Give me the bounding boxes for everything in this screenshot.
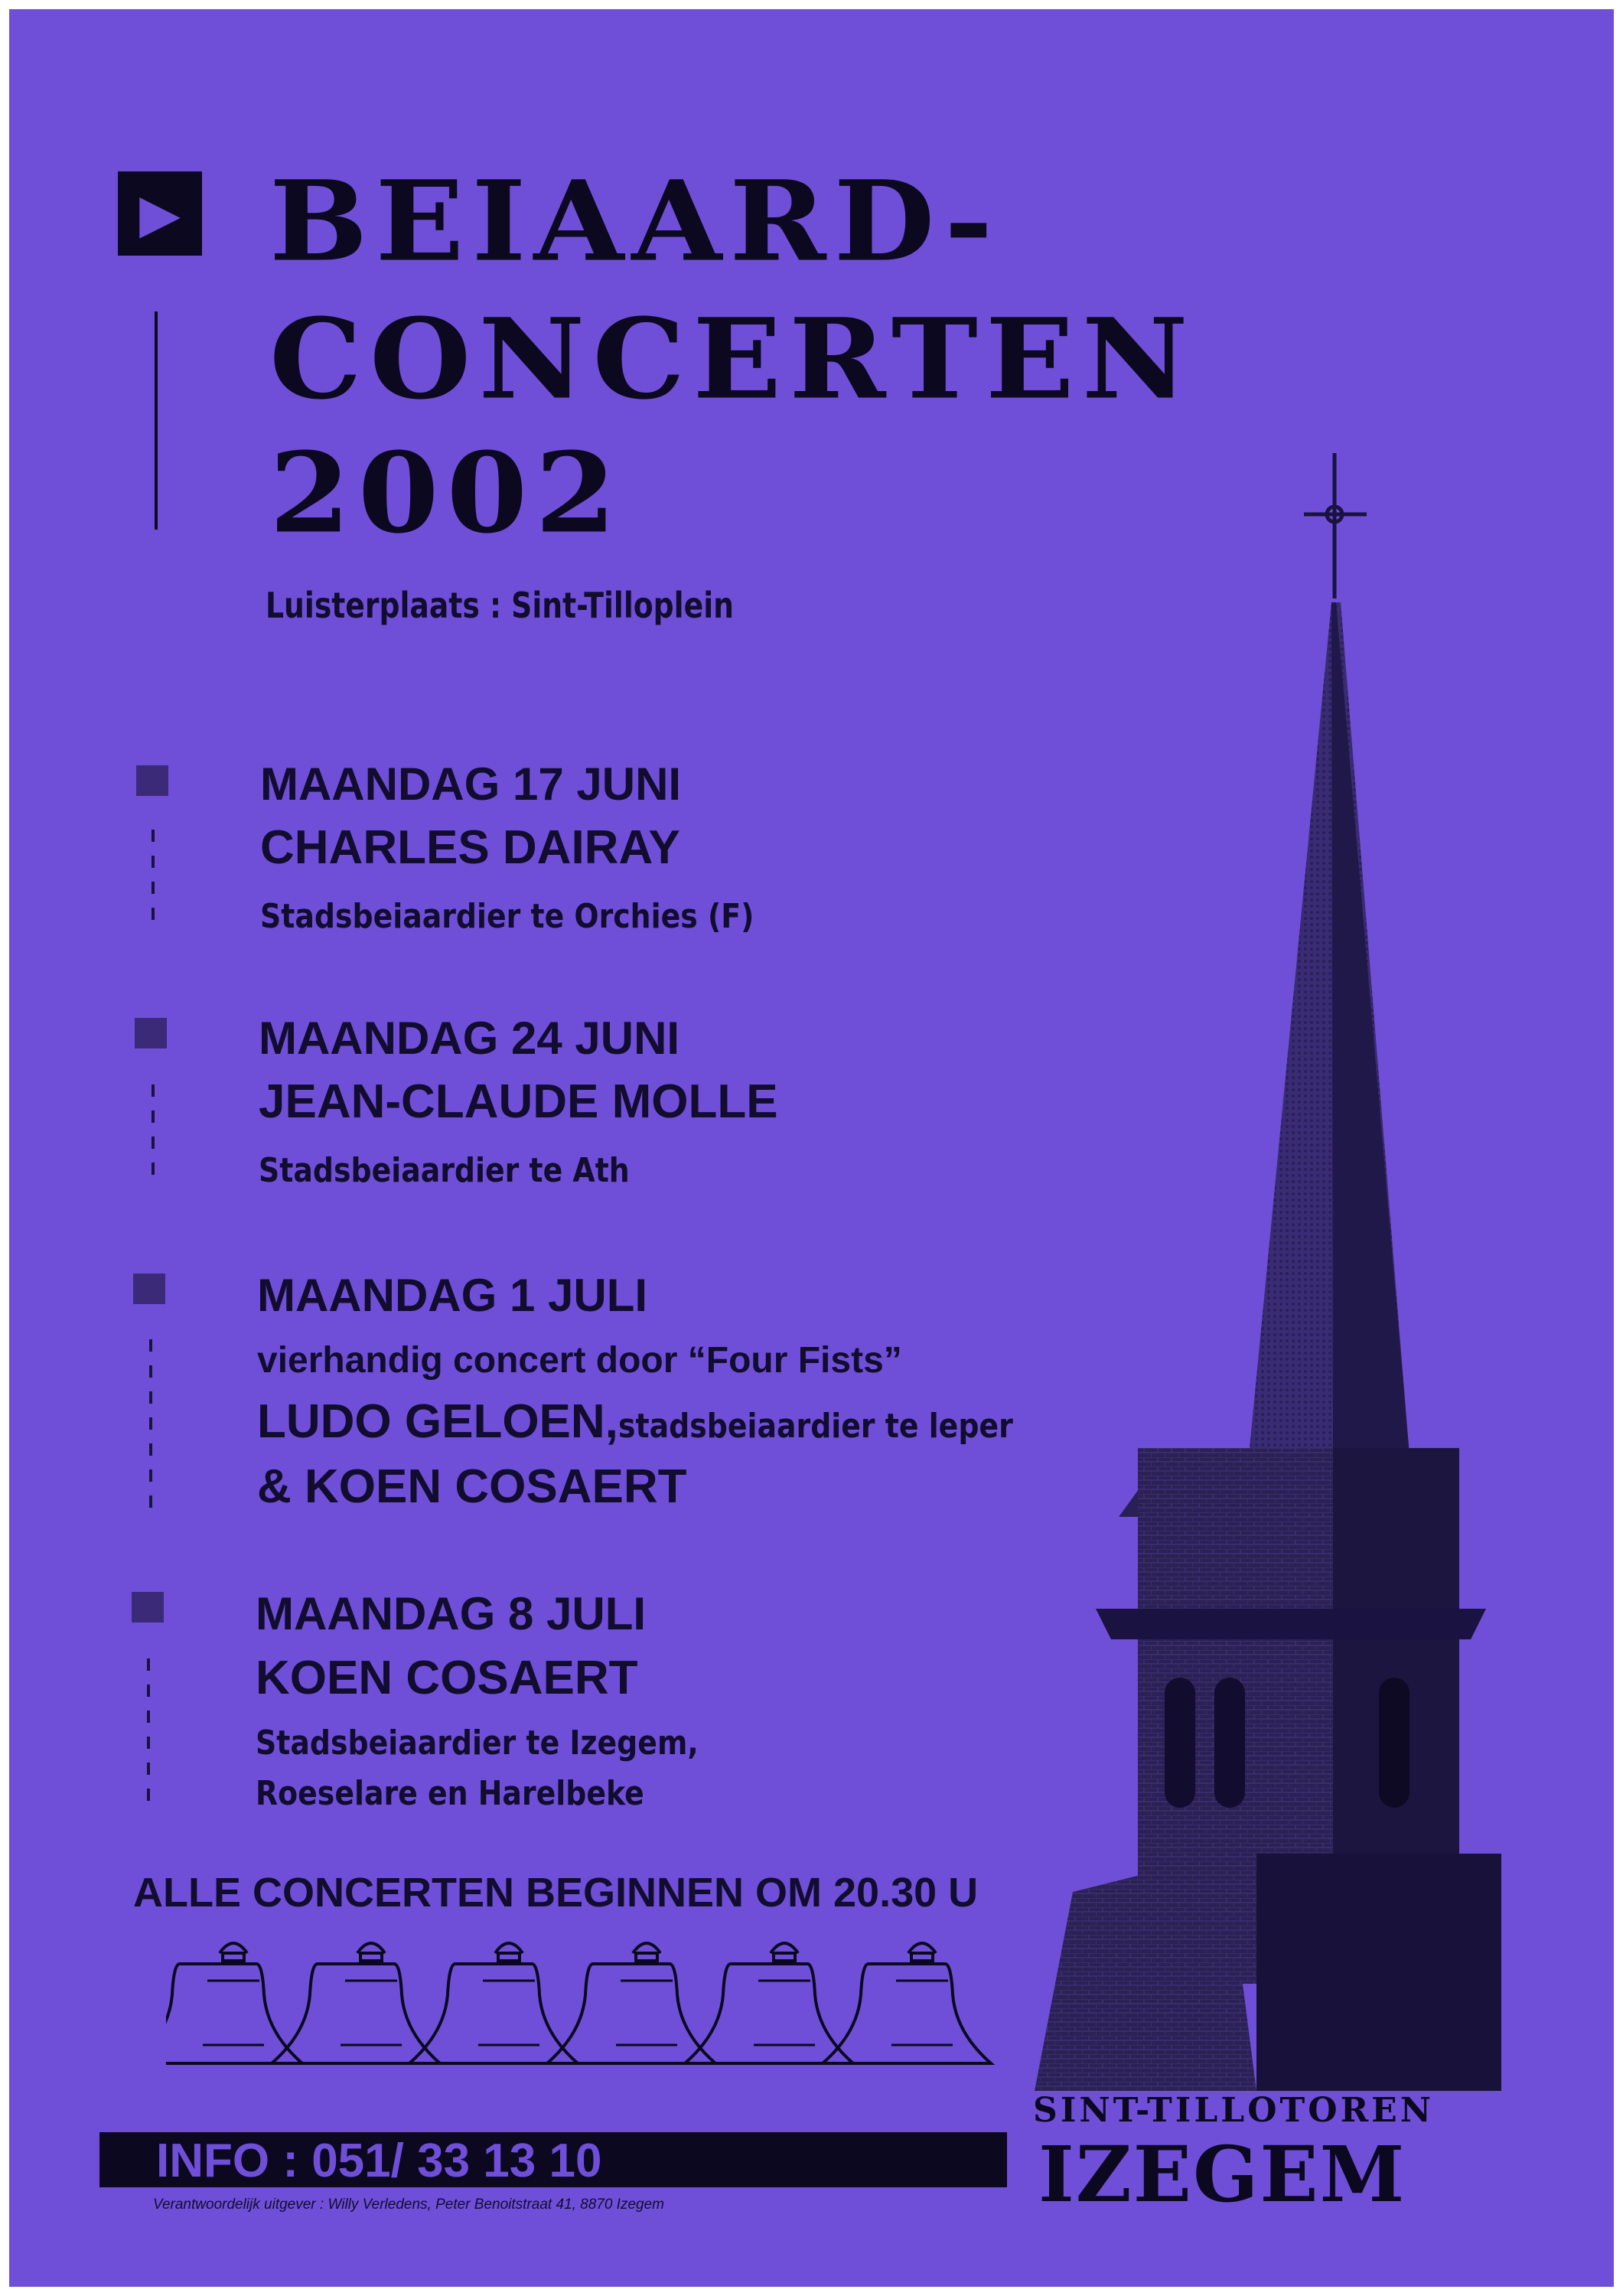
concert-dash-line <box>152 830 155 929</box>
title-line-2: CONCERTEN <box>269 293 1196 424</box>
brand-city-name: IZEGEM <box>1038 2129 1406 2219</box>
church-tower-illustration <box>1027 438 1501 2091</box>
concert-performer-row <box>257 1394 1077 1449</box>
concert-description: Stadsbeiaardier te Ath <box>259 1151 630 1190</box>
bell-icon <box>409 1943 578 2063</box>
concert-description: Roeselare en Harelbeke <box>256 1774 644 1813</box>
concert-date: MAANDAG 8 JULI <box>256 1588 647 1639</box>
concert-bullet <box>135 1018 167 1049</box>
title-line-3: 2002 <box>269 427 624 558</box>
header-rule <box>155 311 158 530</box>
start-time-note: ALLE CONCERTEN BEGINNEN OM 20.30 U <box>133 1870 979 1916</box>
info-phone: INFO : 051/ 33 13 10 <box>156 2135 602 2187</box>
concert-bullet <box>132 1592 164 1623</box>
bells-row <box>166 1930 1008 2076</box>
concert-performer-role: stadsbeiaardier te leper <box>618 1407 1013 1446</box>
concert-performer: LUDO GELOEN, <box>257 1395 618 1448</box>
bell-icon <box>166 1943 302 2063</box>
concert-date: MAANDAG 17 JUNI <box>260 758 682 810</box>
bell-icon <box>272 1943 440 2063</box>
info-bar <box>99 2132 1007 2187</box>
concert-bullet <box>136 765 168 796</box>
concert-performer: CHARLES DAIRAY <box>260 821 680 874</box>
bell-icon <box>547 1943 715 2063</box>
concert-dash-line <box>149 1339 152 1512</box>
concert-performer: & KOEN COSAERT <box>257 1460 687 1513</box>
poster <box>9 9 1614 2287</box>
concert-performer: KOEN COSAERT <box>256 1652 638 1704</box>
publisher-line: Verantwoordelijk uitgever : Willy Verledens, Peter Benoitstraat 41, 8870 Izegem <box>153 2197 664 2213</box>
title-line-1: BEIAARD- <box>269 155 1001 286</box>
concert-date: MAANDAG 1 JULI <box>257 1270 648 1321</box>
bells-graphic <box>166 1930 1008 2076</box>
listening-place: Luisterplaats : Sint-Tilloplein <box>266 585 734 626</box>
bell-icon <box>823 1943 991 2063</box>
brand-tower-name: SINT-TILLOTOREN <box>1033 2091 1434 2130</box>
cross-icon <box>1304 453 1367 598</box>
bell-icon <box>685 1943 853 2063</box>
concert-description: Stadsbeiaardier te Orchies (F) <box>260 897 754 936</box>
concert-dash-line <box>152 1084 155 1188</box>
concert-performer: JEAN-CLAUDE MOLLE <box>259 1075 778 1128</box>
concert-description: Stadsbeiaardier te Izegem, <box>256 1724 699 1763</box>
concert-dash-line <box>147 1658 150 1812</box>
concert-note: vierhandig concert door “Four Fists” <box>257 1340 902 1381</box>
concert-bullet <box>133 1274 165 1304</box>
concert-date: MAANDAG 24 JUNI <box>259 1013 680 1064</box>
arrow-icon: ▶ <box>118 171 202 256</box>
